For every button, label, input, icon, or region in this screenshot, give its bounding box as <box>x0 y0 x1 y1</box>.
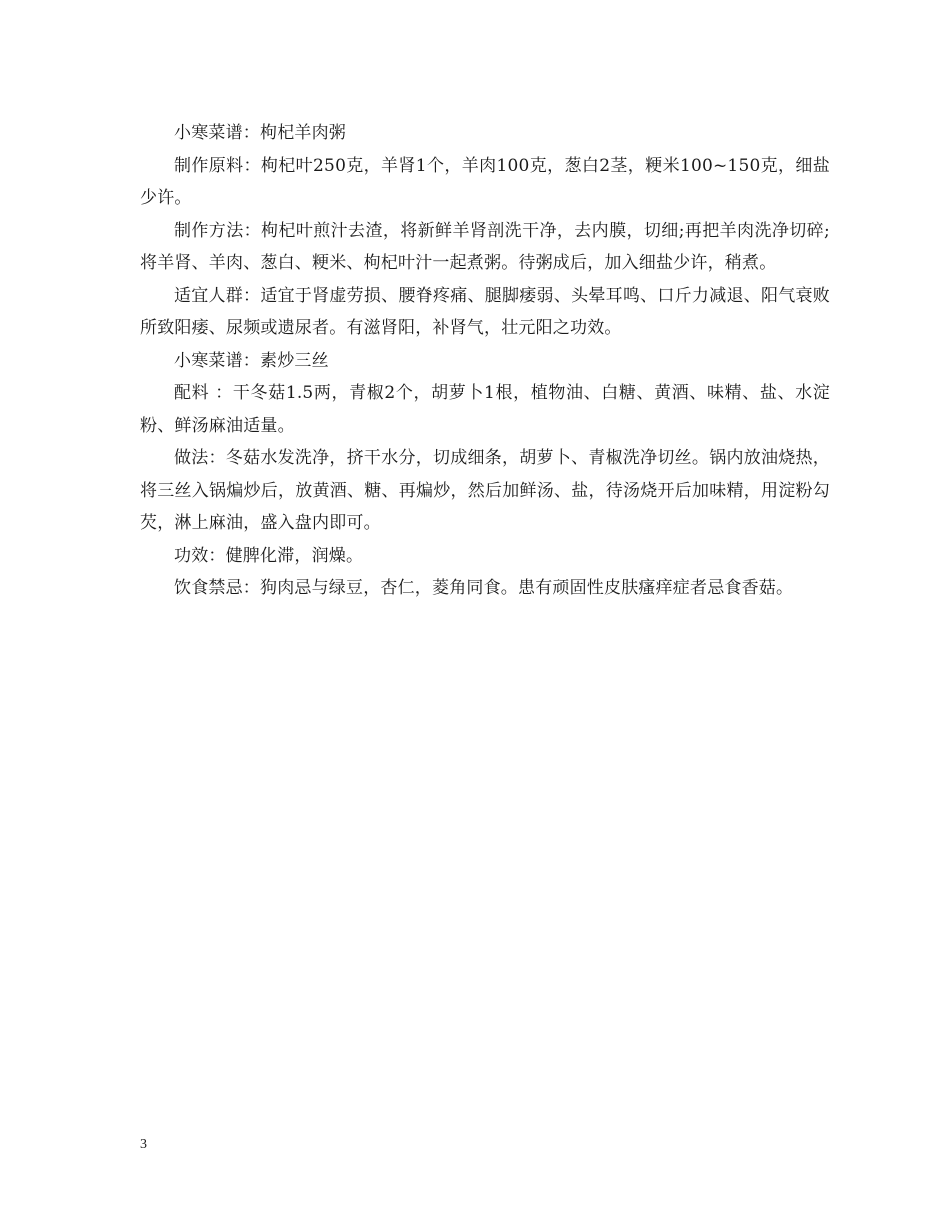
method-paragraph-2: 做法：冬菇水发洗净，挤干水分，切成细条，胡萝卜、青椒洗净切丝。锅内放油烧热，将三丝入锅煸炒后，放黄酒、糖、再煸炒，然后加鲜汤、盐，待汤烧开后加味精，用淀粉勾芡，淋上麻油，盛入盘内即可。 <box>140 448 830 533</box>
dietary-taboo-paragraph: 饮食禁忌：狗肉忌与绿豆，杏仁，菱角同食。患有顽固性皮肤瘙痒症者忌食香菇。 <box>174 578 794 598</box>
method-paragraph-1: 制作方法：枸杞叶煎汁去渣，将新鲜羊肾剖洗干净，去内膜，切细;再把羊肉洗净切碎;将羊肾、羊肉、葱白、粳米、枸杞叶汁一起煮粥。待粥成后，加入细盐少许，稍煮。 <box>140 220 830 273</box>
recipe-heading-1: 小寒菜谱：枸杞羊肉粥 <box>174 123 346 143</box>
ingredients-paragraph-1: 制作原料：枸杞叶250克，羊肾1个，羊肉100克，葱白2茎，粳米100~150克，细盐少许。 <box>140 155 830 208</box>
efficacy-paragraph: 功效：健脾化滞，润燥。 <box>174 545 364 566</box>
recipe-heading-2: 小寒菜谱：素炒三丝 <box>174 350 329 371</box>
document-body <box>140 117 830 605</box>
page-number: 3 <box>140 1137 147 1152</box>
ingredients-paragraph-2: 配料 ：干冬菇1.5两，青椒2个，胡萝卜1根，植物油、白糖、黄酒、味精、盐、水淀粉、鲜汤麻油适量。 <box>140 383 830 436</box>
suitable-people-paragraph: 适宜人群：适宜于肾虚劳损、腰脊疼痛、腿脚痿弱、头晕耳鸣、口斤力减退、阳气衰败所致阳痿、尿频或遗尿者。有滋肾阳，补肾气，壮元阳之功效。 <box>140 285 830 338</box>
